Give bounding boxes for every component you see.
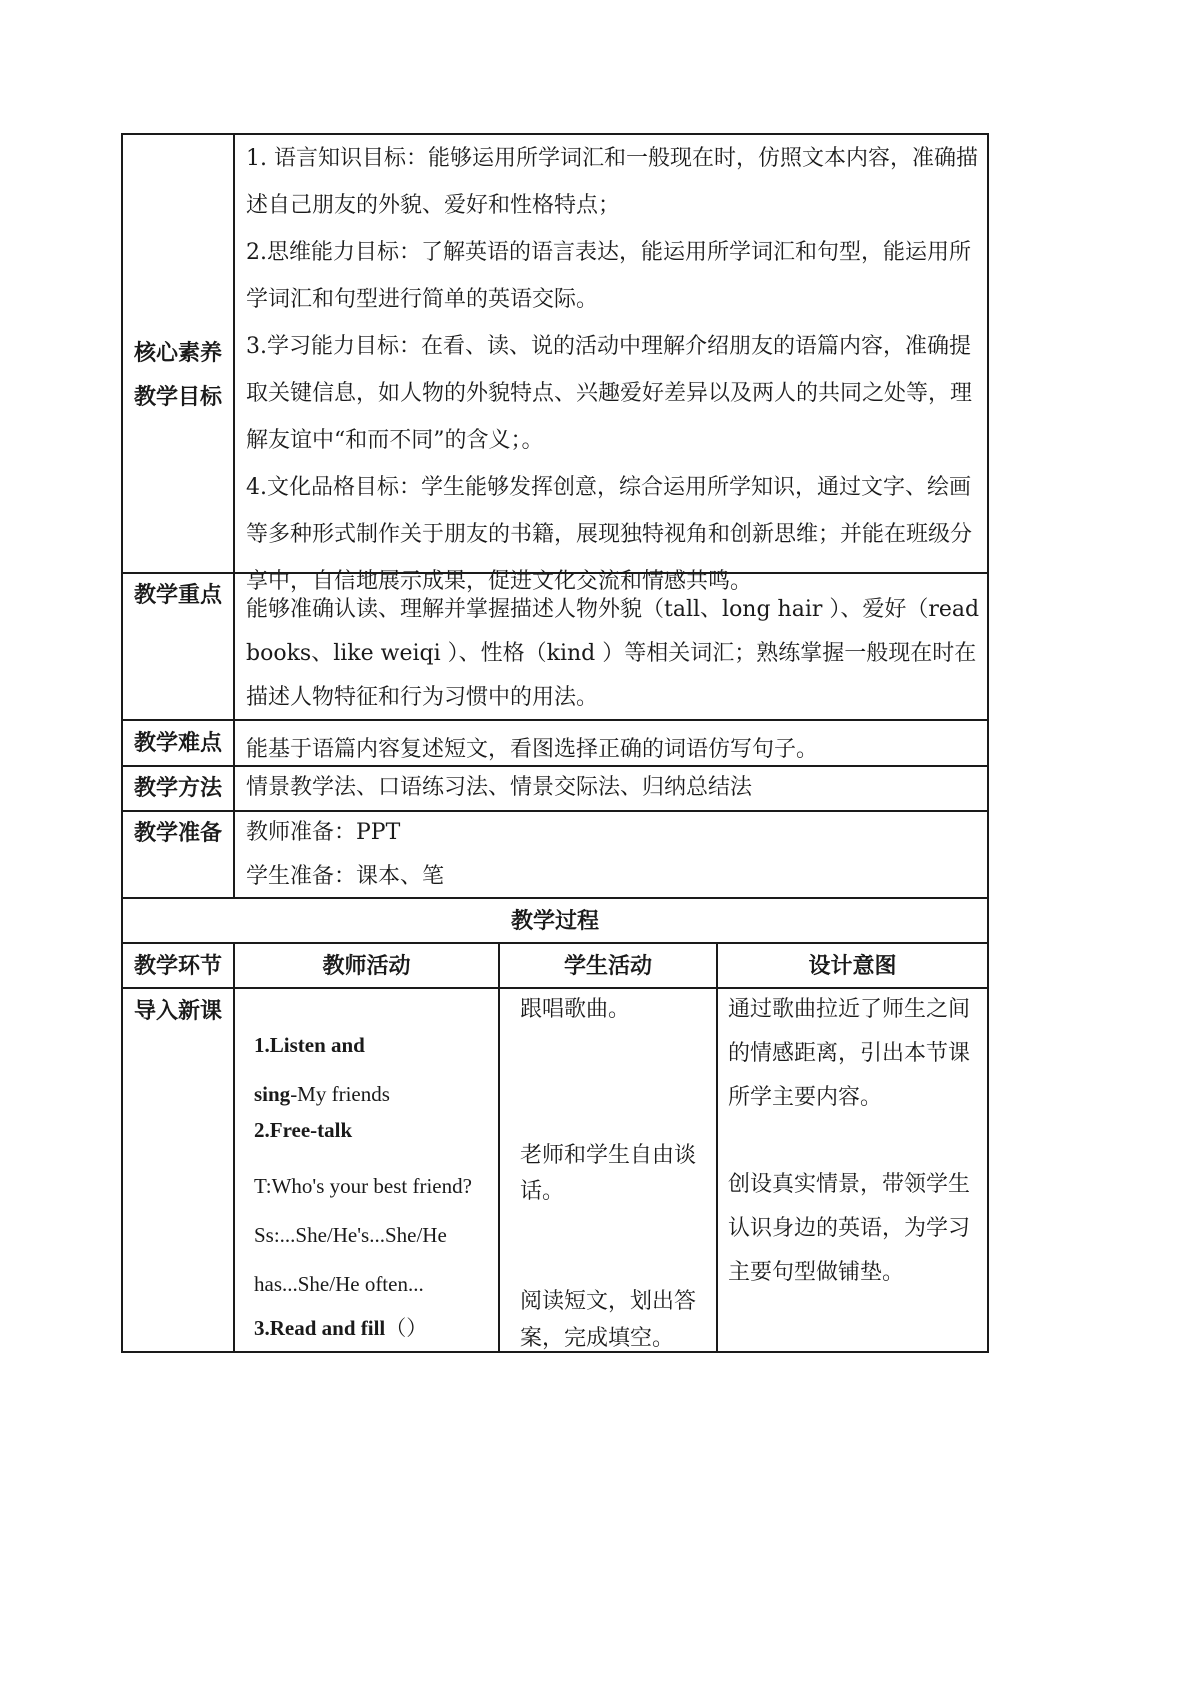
column-divider <box>233 942 235 1353</box>
preparation-teacher: 教师准备：PPT <box>246 820 401 845</box>
objectives-label <box>123 331 233 419</box>
teacher-item-3-paren: （） <box>385 1316 428 1340</box>
objectives-list <box>246 135 982 605</box>
teacher-item-3 <box>254 1310 494 1346</box>
methods-label: 教学方法 <box>133 775 222 801</box>
objective-item: 1. 语言知识目标：能够运用所学词汇和一般现在时，仿照文本内容，准确描述自己朋友的外貌、爱好和性格特点； <box>246 146 978 218</box>
preparation-label: 教学准备 <box>133 820 222 846</box>
teacher-dialog-line: Ss:...She/He's...She/He <box>254 1223 447 1247</box>
teacher-item-2 <box>254 1112 494 1148</box>
teacher-item-3-num: 3. <box>254 1316 270 1340</box>
key-points-label: 教学重点 <box>133 582 222 608</box>
methods-text: 情景教学法、口语练习法、情景交际法、归纳总结法 <box>246 775 753 800</box>
teacher-item-1-title-a: Listen and <box>269 1033 365 1057</box>
preparation-student: 学生准备：课本、笔 <box>246 864 445 889</box>
objectives-label-line2: 教学目标 <box>133 384 222 410</box>
header-teacher-activity: 教师活动 <box>322 953 411 979</box>
objectives-label-line1: 核心素养 <box>133 340 222 366</box>
difficulties-text: 能基于语篇内容复述短文，看图选择正确的词语仿写句子。 <box>246 737 819 762</box>
design-intent-2: 创设真实情景，带领学生认识身边的英语，为学习主要句型做铺垫。 <box>728 1172 971 1285</box>
teacher-item-3-title: Read and fill <box>269 1316 386 1340</box>
key-points-text: 能够准确认读、理解并掌握描述人物外貌（tall、long hair ）、爱好（read books、like weiqi ）、性格（kind ）等相关词汇；熟练掌握一般现在时在描述人物特征和行为习惯中的用法。 <box>246 597 980 710</box>
teacher-item-2-title: Free-talk <box>269 1118 353 1142</box>
student-activity-2: 老师和学生自由谈话。 <box>520 1143 697 1204</box>
objective-item: 3.学习能力目标：在看、读、说的活动中理解介绍朋友的语篇内容，准确提取关键信息，如人物的外貌特点、兴趣爱好差异以及两人的共同之处等，理解友谊中“和而不同”的含义；。 <box>246 334 973 453</box>
difficulties-label: 教学难点 <box>133 730 222 756</box>
student-activity-1: 跟唱歌曲。 <box>520 997 631 1022</box>
design-intent-1: 通过歌曲拉近了师生之间的情感距离，引出本节课所学主要内容。 <box>728 997 971 1110</box>
column-divider <box>233 133 235 899</box>
header-student-activity: 学生活动 <box>563 953 652 979</box>
column-divider <box>498 942 500 1353</box>
table-border-right <box>987 133 989 1353</box>
header-design-intent: 设计意图 <box>808 953 897 979</box>
student-activity-3: 阅读短文，划出答案，完成填空。 <box>520 1289 697 1351</box>
objective-item: 2.思维能力目标：了解英语的语言表达，能运用所学词汇和句型，能运用所学词汇和句型进行简单的英语交际。 <box>246 240 971 312</box>
objective-item: 4.文化品格目标：学生能够发挥创意，综合运用所学知识，通过文字、绘画等多种形式制作关于朋友的书籍，展现独特视角和创新思维；并能在班级分享中，自信地展示成果，促进文化交流和情感共鸣。 <box>246 475 973 594</box>
teacher-item-1-title-b: sing <box>254 1082 291 1106</box>
teacher-item-1-rest: -My friends <box>290 1082 390 1106</box>
process-title: 教学过程 <box>510 908 599 934</box>
header-stage: 教学环节 <box>133 953 222 979</box>
teacher-item-1-line2 <box>254 1074 494 1114</box>
teacher-item-2-num: 2. <box>254 1118 270 1142</box>
teacher-item-1-num: 1. <box>254 1033 270 1057</box>
teacher-item-1 <box>254 1025 494 1065</box>
preparation-text <box>246 811 982 899</box>
column-divider <box>716 942 718 1353</box>
stage-label: 导入新课 <box>133 998 222 1024</box>
teacher-dialog-line: T:Who's your best friend? <box>254 1174 472 1198</box>
teacher-dialog-line: has...She/He often... <box>254 1272 424 1296</box>
